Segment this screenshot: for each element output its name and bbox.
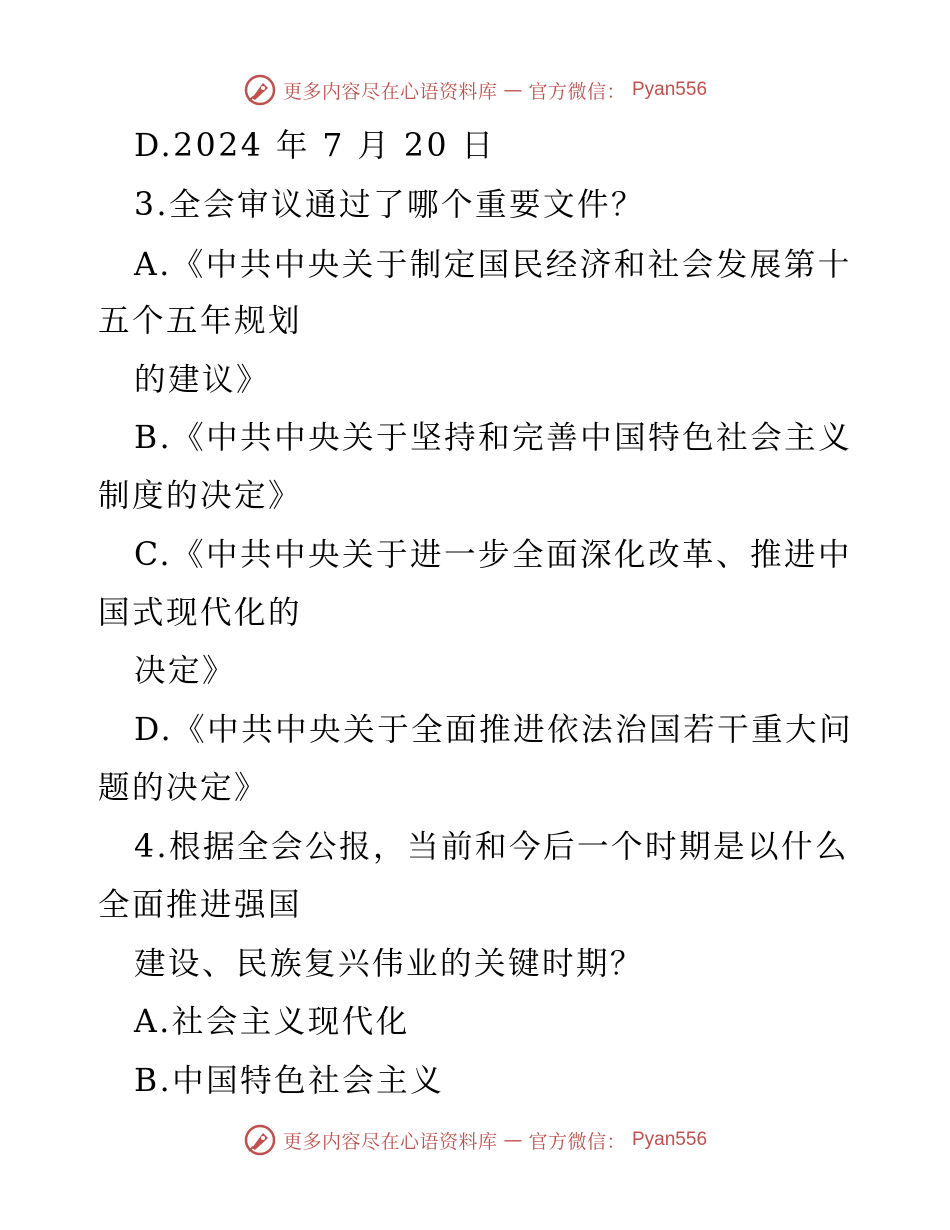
answer-option-d-date: D.2024 年 7 月 20 日: [134, 128, 496, 164]
q3-option-c-cont2: 决定》: [134, 653, 237, 689]
q4-option-a: A.社会主义现代化: [134, 1004, 410, 1040]
q3-option-a-cont: 五个五年规划: [98, 303, 303, 339]
q3-option-c: C.《中共中央关于进一步全面深化改革、推进中: [134, 537, 852, 573]
q3-option-c-cont: 国式现代化的: [98, 595, 303, 631]
q4-option-b: B.中国特色社会主义: [134, 1063, 445, 1099]
q3-option-b: B.《中共中央关于坚持和完善中国特色社会主义: [134, 420, 853, 456]
watermark-wechat-label: 官方微信：: [528, 80, 626, 103]
footer-watermark: [0, 1123, 950, 1157]
question-3: 3.全会审议通过了哪个重要文件？: [134, 187, 646, 223]
pen-nib-logo-icon: [243, 73, 277, 107]
q3-option-b-cont: 制度的决定》: [98, 478, 303, 514]
question-4: 4.根据全会公报，当前和今后一个时期是以什么: [134, 829, 850, 865]
watermark-text: 更多内容尽在心语资料库: [282, 1130, 498, 1153]
q3-option-a: A.《中共中央关于制定国民经济和社会发展第十: [134, 247, 852, 283]
q3-option-a-cont2: 的建议》: [134, 362, 271, 398]
question-4-cont2: 建设、民族复兴伟业的关键时期？: [134, 946, 645, 982]
header-watermark: [0, 73, 950, 107]
watermark-wechat-id: Pyan556: [632, 1129, 708, 1150]
question-4-cont: 全面推进强国: [98, 887, 303, 923]
q3-option-d: D.《中共中央关于全面推进依法治国若干重大问: [134, 712, 854, 748]
watermark-wechat-label: 官方微信：: [528, 1130, 626, 1153]
watermark-wechat-id: Pyan556: [632, 79, 708, 100]
watermark-separator: —: [503, 1129, 523, 1151]
watermark-text: 更多内容尽在心语资料库: [282, 80, 498, 103]
q3-option-d-cont: 题的决定》: [98, 770, 269, 806]
pen-nib-logo-icon: [243, 1123, 277, 1157]
watermark-separator: —: [503, 79, 523, 101]
